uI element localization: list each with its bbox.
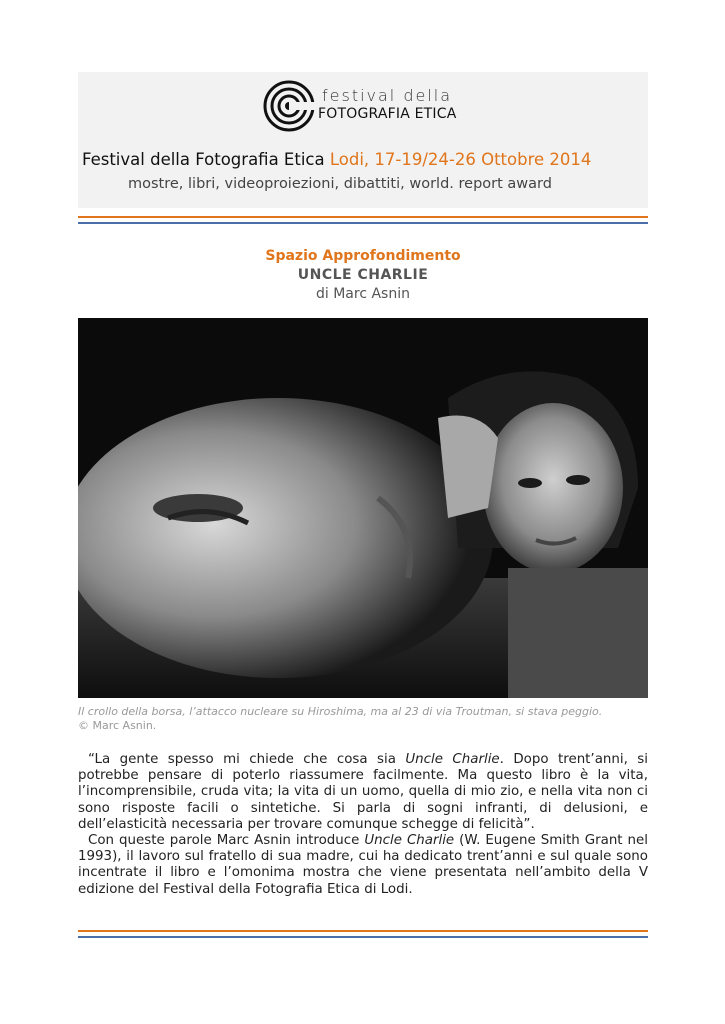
photo-caption [78,705,648,733]
p2-book-title: Uncle Charlie [364,833,455,849]
photo-illustration [78,318,648,698]
festival-dates: Lodi, 17-19/24-26 Ottobre 2014 [329,150,592,169]
article-title: UNCLE CHARLIE [297,267,429,283]
header-divider-blue [78,222,648,224]
article-author: di Marc Asnin [316,286,410,302]
article-body [78,752,648,898]
festival-title-line [82,150,652,169]
footer-divider-blue [78,936,648,938]
logo-text-top: festival della [322,86,453,105]
p1-text-b: . Dopo trent’anni, si potrebbe pensare di poterlo riassumere facilmente. Ma questo libro è la vita, l’incomprensibile, cruda vita; la vita di un uomo, quella di mio zio, e nella vita non ci sono risposte facili o sintetiche. Si parla di sogni infranti, di delusioni, e dell’elasticità necessaria per trovare comunque schegge di felicità”. [78,752,648,832]
section-label: Spazio Approfondimento [265,248,461,264]
article-photo [78,318,648,698]
festival-logo-icon [263,80,315,132]
festival-subtitle: mostre, libri, videoproiezioni, dibattiti, world. report award [128,176,552,192]
footer-divider-orange [78,930,648,932]
p2-text-a: Con queste parole Marc Asnin introduce [88,833,365,849]
festival-name: Festival della Fotografia Etica [82,150,325,169]
p1-text-a: “La gente spesso mi chiede che cosa sia [88,752,406,767]
header-divider-orange [78,216,648,218]
body-paragraph-2 [78,833,648,898]
p2-text-b: (W. Eugene Smith Grant nel 1993), il lavoro sul fratello di sua madre, cui ha dedicato trent’anni e sul quale sono incentrate il libro e l’omonima mostra che viene presentata nell’ambito della V edizione del Festival della Fotografia Etica di Lodi. [78,833,648,897]
logo-text-bottom: FOTOGRAFIA ETICA [318,106,457,122]
p1-book-title: Uncle Charlie [405,752,500,767]
caption-text: Il crollo della borsa, l’attacco nucleare su Hiroshima, ma al 23 di via Troutman, si stava peggio. [78,705,603,718]
body-paragraph-1 [78,752,648,833]
photo-credit: © Marc Asnin. [78,719,157,732]
